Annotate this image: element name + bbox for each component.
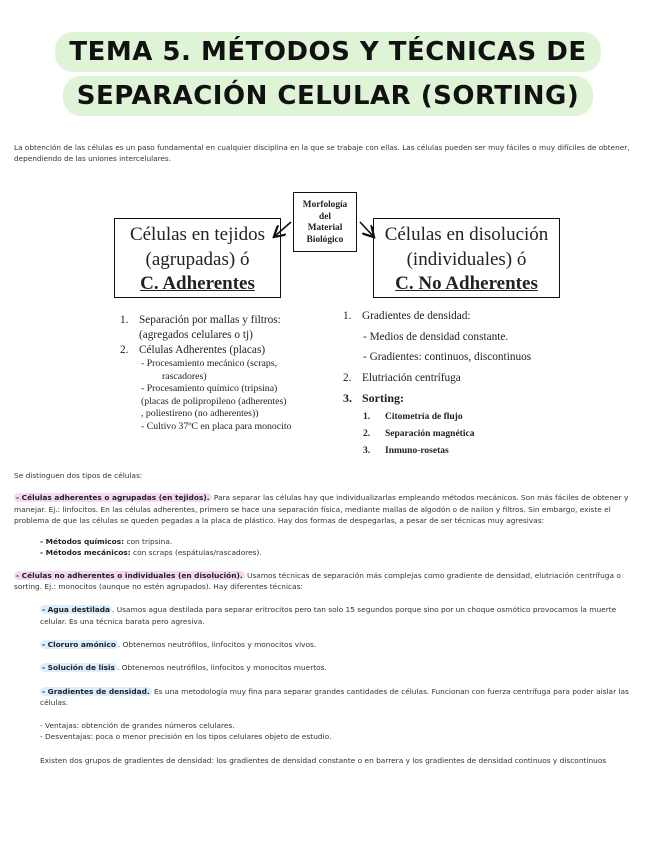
body-text — [14, 470, 640, 766]
disadvantages: - Desventajas: poca o menor precisión en los tipos celulares objeto de estudio. — [40, 732, 332, 742]
list-item: 1. Gradientes de densidad: — [343, 310, 471, 322]
technique-lysis-solution: - Solución de lisis . Obtenemos neutrófilos, linfocitos y monocitos muertos. — [42, 663, 327, 673]
list-item-sorting: 3. Sorting: — [343, 391, 404, 405]
classification-diagram — [0, 186, 656, 466]
center-line: Morfología — [302, 200, 348, 210]
center-line: Material — [307, 223, 343, 233]
list-item: 2. Células Adherentes (placas) — [120, 344, 266, 356]
box-adherent-cells — [114, 218, 281, 298]
technique-density-gradients: - Gradientes de densidad. Es una metodología muy fina para separar grandes cantidades de células. Funcionan con fuerza centrífuga para poder aislar las células. — [40, 686, 629, 707]
sub-item: - Procesamiento mecánico (scraps, — [141, 358, 278, 369]
paragraph: Se distinguen dos tipos de células: — [14, 471, 143, 480]
center-line: Biológico — [306, 234, 344, 245]
list-item: 1. Separación por mallas y filtros: (agregados celulares o tj) — [120, 314, 281, 341]
sorting-item: 3. Inmuno-rosetas — [363, 445, 449, 456]
highlight: - Células no adherentes o individuales (en disolución). — [16, 570, 243, 580]
technique-ammonium-chloride: - Cloruro amónico . Obtenemos neutrófilos, linfocitos y monocitos vivos. — [42, 639, 317, 649]
title-line-2: SEPARACIÓN CELULAR (SORTING) — [63, 76, 593, 116]
sub-item: - Gradientes: continuos, discontinuos — [363, 351, 532, 363]
sub-item: - Procesamiento químico (tripsina) — [141, 383, 278, 394]
method-chemical: - Métodos químicos: con tripsina. — [40, 537, 173, 547]
box-line: (individuales) ó — [406, 248, 527, 270]
paragraph-non-adherent: - Células no adherentes o individuales (en disolución). Usamos técnicas de separación más complejas como gradiente de densidad, elutriación centrífuga o sorting. Ej.: monocitos (aunque no estén agrupados). Hay diferentes técnicas: — [14, 570, 621, 592]
highlight: - Agua destilada — [42, 605, 111, 615]
sub-item: - Medios de densidad constante. — [363, 330, 509, 343]
box-line-emph: C. Adherentes — [140, 273, 255, 294]
box-line: Células en disolución — [384, 224, 549, 245]
sorting-item: 1. Citometría de flujo — [363, 411, 463, 422]
box-line: (agrupadas) ó — [145, 248, 250, 270]
sorting-item: 2. Separación magnética — [363, 428, 475, 439]
technique-distilled-water: - Agua destilada . Usamos agua destilada para separar eritrocitos pero tan solo 15 segundos porque sino por un choque osmótico provocamos la muerte celular. Es una técnica barata pero agresiva. — [40, 605, 617, 626]
adherent-methods-list — [120, 313, 330, 433]
advantages: - Ventajas: obtención de grandes números celulares. — [40, 721, 235, 731]
sub-item: rascadores) — [162, 370, 207, 382]
box-line: Células en tejidos — [129, 224, 266, 245]
non-adherent-methods-list — [343, 306, 593, 460]
page-title — [0, 30, 656, 118]
intro-paragraph: La obtención de las células es un paso fundamental en cualquier disciplina en la que se trabaje con ellas. Las células pueden ser muy fáciles o muy difíciles de obtener, dependiendo de las uniones intercelulares. — [14, 143, 630, 163]
sub-item: (placas de polipropileno (adherentes) — [141, 395, 287, 407]
method-mechanical: - Métodos mecánicos: con scraps (espátulas/rascadores). — [40, 548, 262, 558]
sub-item: , poliestireno (no adherentes)) — [141, 408, 259, 419]
highlight: - Gradientes de densidad. — [42, 686, 150, 696]
paragraph-gradient-groups: Existen dos grupos de gradientes de densidad: los gradientes de densidad constante o en barrera y los gradientes de densidad continuos y discontinuos — [40, 755, 607, 765]
box-line-emph: C. No Adherentes — [395, 273, 538, 294]
box-non-adherent-cells — [373, 218, 560, 298]
title-line-1: TEMA 5. MÉTODOS Y TÉCNICAS DE — [55, 32, 600, 72]
sub-item: - Cultivo 37ºC en placa para monocito — [141, 420, 292, 432]
arrow-right — [360, 222, 373, 236]
paragraph-adherent: - Células adherentes o agrupadas (en tejidos). Para separar las células hay que individualizarlas empleando métodos mecánicos. Son más fáciles de obtener y manejar. Ej.: linfocitos. En las células adherentes, primero se hace una separación física, mediante mallas de algodón o de nailon y filtros. Sin embargo, existe el problema de que las células se queden pegadas a la placa de plástico. Hay dos formas de despegarlas, a pesar de ser técnicas muy agresivas: — [14, 493, 629, 525]
center-box-morphology — [293, 192, 357, 252]
center-line: del — [319, 211, 331, 222]
highlight: - Solución de lisis — [42, 663, 115, 673]
highlight: - Cloruro amónico — [42, 639, 116, 649]
list-item: 2. Elutriación centrífuga — [343, 371, 461, 384]
highlight: - Células adherentes o agrupadas (en tejidos). — [16, 493, 210, 503]
